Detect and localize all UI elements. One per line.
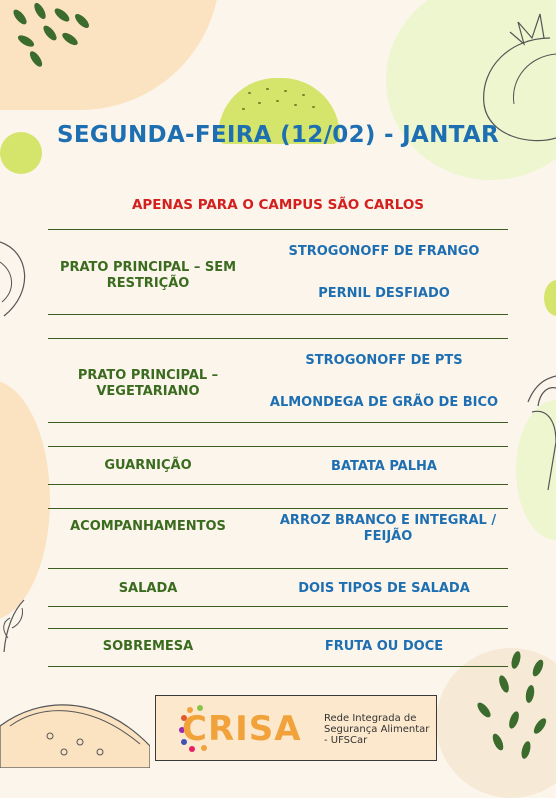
main-dish-value-1: STROGONOFF DE FRANGO bbox=[288, 244, 480, 259]
divider bbox=[48, 446, 508, 447]
divider bbox=[48, 484, 508, 485]
divider bbox=[48, 422, 508, 423]
accompaniments-value: ARROZ BRANCO E INTEGRAL / FEIJÃO bbox=[279, 513, 497, 544]
leaves-icon-bottom bbox=[470, 645, 556, 765]
lettuce-icon bbox=[0, 232, 38, 322]
divider bbox=[48, 628, 508, 629]
divider bbox=[48, 229, 508, 230]
radish-icon bbox=[518, 372, 556, 492]
divider bbox=[48, 338, 508, 339]
crisa-tagline: Rede Integrada de Segurança Alimentar - UFSCar bbox=[324, 713, 430, 746]
vegetarian-label: PRATO PRINCIPAL – VEGETARIANO bbox=[77, 368, 219, 399]
vegetarian-value-1: STROGONOFF DE PTS bbox=[305, 353, 463, 368]
dessert-value: FRUTA OU DOCE bbox=[324, 639, 444, 654]
divider bbox=[48, 606, 508, 607]
side-label: GUARNIÇÃO bbox=[104, 458, 192, 473]
salad-value: DOIS TIPOS DE SALADA bbox=[298, 581, 470, 596]
dessert-label: SOBREMESA bbox=[102, 639, 194, 654]
side-value: BATATA PALHA bbox=[331, 459, 437, 474]
crisa-logo bbox=[155, 695, 437, 761]
accompaniments-label: ACOMPANHAMENTOS bbox=[70, 519, 226, 534]
divider bbox=[48, 508, 508, 509]
taco-icon bbox=[0, 686, 150, 768]
crisa-brand: CRISA bbox=[182, 709, 302, 749]
salad-label: SALADA bbox=[118, 581, 178, 596]
campus-notice: APENAS PARA O CAMPUS SÃO CARLOS bbox=[131, 197, 425, 213]
main-dish-value-2: PERNIL DESFIADO bbox=[318, 286, 450, 301]
divider bbox=[48, 666, 508, 667]
divider bbox=[48, 314, 508, 315]
decor-lime-circle-right bbox=[544, 280, 556, 316]
page-title: SEGUNDA-FEIRA (12/02) - JANTAR bbox=[56, 122, 500, 148]
leaves-icon bbox=[8, 2, 98, 72]
decor-peach-blob-left bbox=[0, 380, 50, 620]
divider bbox=[48, 568, 508, 569]
main-dish-label: PRATO PRINCIPAL – SEM RESTRIÇÃO bbox=[59, 260, 237, 291]
vegetarian-value-2: ALMONDEGA DE GRÃO DE BICO bbox=[269, 395, 499, 410]
herb-icon bbox=[0, 598, 28, 654]
